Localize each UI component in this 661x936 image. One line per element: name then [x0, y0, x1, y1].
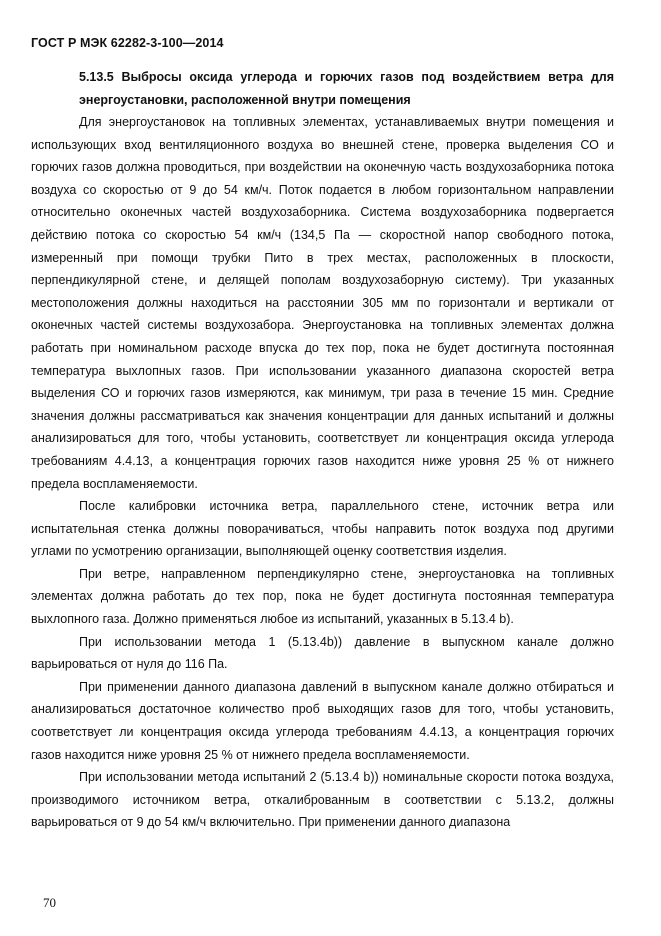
- document-body: [31, 66, 614, 834]
- paragraph-3: При ветре, направленном перпендикулярно стене, энергоустановка на топливных элементах должна работать до тех пор, пока не будет достигнута постоянная температура выхлопного газа. Должно применяться любое из испытаний, указанных в 5.13.4 b).: [31, 566, 614, 627]
- paragraph-6: При использовании метода испытаний 2 (5.13.4 b)) номинальные скорости потока воздуха, производимого источником ветра, откалиброванным в соответствии с 5.13.2, должны варьироваться от 9 до 54 км/ч включительно. При применении данного диапазона: [31, 770, 614, 830]
- paragraph-5: При применении данного диапазона давлений в выпускном канале должно отбираться и анализироваться достаточное количество проб выходящих газов для того, чтобы установить, соответствует ли концентрация оксида углерода требованиям 4.4.13, а концентрация горючих газов находится ниже уровня 25 % от нижнего предела воспламеняемости.: [31, 679, 614, 762]
- paragraph-2: После калибровки источника ветра, параллельного стене, источник ветра или испытательная стенка должны поворачиваться, чтобы направить поток воздуха под другими углами по усмотрению организации, выполняющей оценку соответствия изделия.: [31, 499, 614, 559]
- paragraph-1: Для энергоустановок на топливных элементах, устанавливаемых внутри помещения и использующих вход вентиляционного воздуха во внешней стене, проверка выделения СО и горючих газов должна проводиться, при воздействии на оконечную часть воздухозаборника потока воздуха со скоростью от 9 до 54 км/ч. Поток подается в любом горизонтальном направлении относительно оконечных частей воздухозаборника. Система воздухозаборника подвергается действию потока со скоростью 54 км/ч (134,5 Па — скоростной напор свободного потока, измеренный при помощи трубки Пито в трех местах, расположенных в плоскости, перпендикулярной стене, и делящей пополам воздухозаборную систему). Три указанных местоположения должны находиться на расстоянии 305 мм по горизонтали и вертикали от оконечных частей системы воздухозабора. Энергоустановка на топливных элементах должна работать при номинальном расходе впуска до тех пор, пока не будет достигнута постоянная температура выхлопных газов. При использовании указанного диапазона скоростей ветра выделения СО и горючих газов измеряются, как минимум, три раза в течение 15 мин. Средние значения должны рассматриваться как значения концентрации для данных испытаний и должны анализироваться для того, чтобы установить, соответствует ли концентрация оксида углерода требованиям 4.4.13, а концентрация горючих газов находится ниже уровня 25 % от нижнего предела воспламеняемости.: [31, 115, 614, 491]
- paragraph-4: При использовании метода 1 (5.13.4b)) давление в выпускном канале должно варьироваться от нуля до 116 Па.: [31, 634, 614, 672]
- page-number: 70: [43, 895, 56, 910]
- section-heading: 5.13.5 Выбросы оксида углерода и горючих газов под воздействием ветра для энергоустановки, расположенной внутри помещения: [79, 70, 614, 107]
- document-header: ГОСТ Р МЭК 62282-3-100—2014: [31, 36, 224, 50]
